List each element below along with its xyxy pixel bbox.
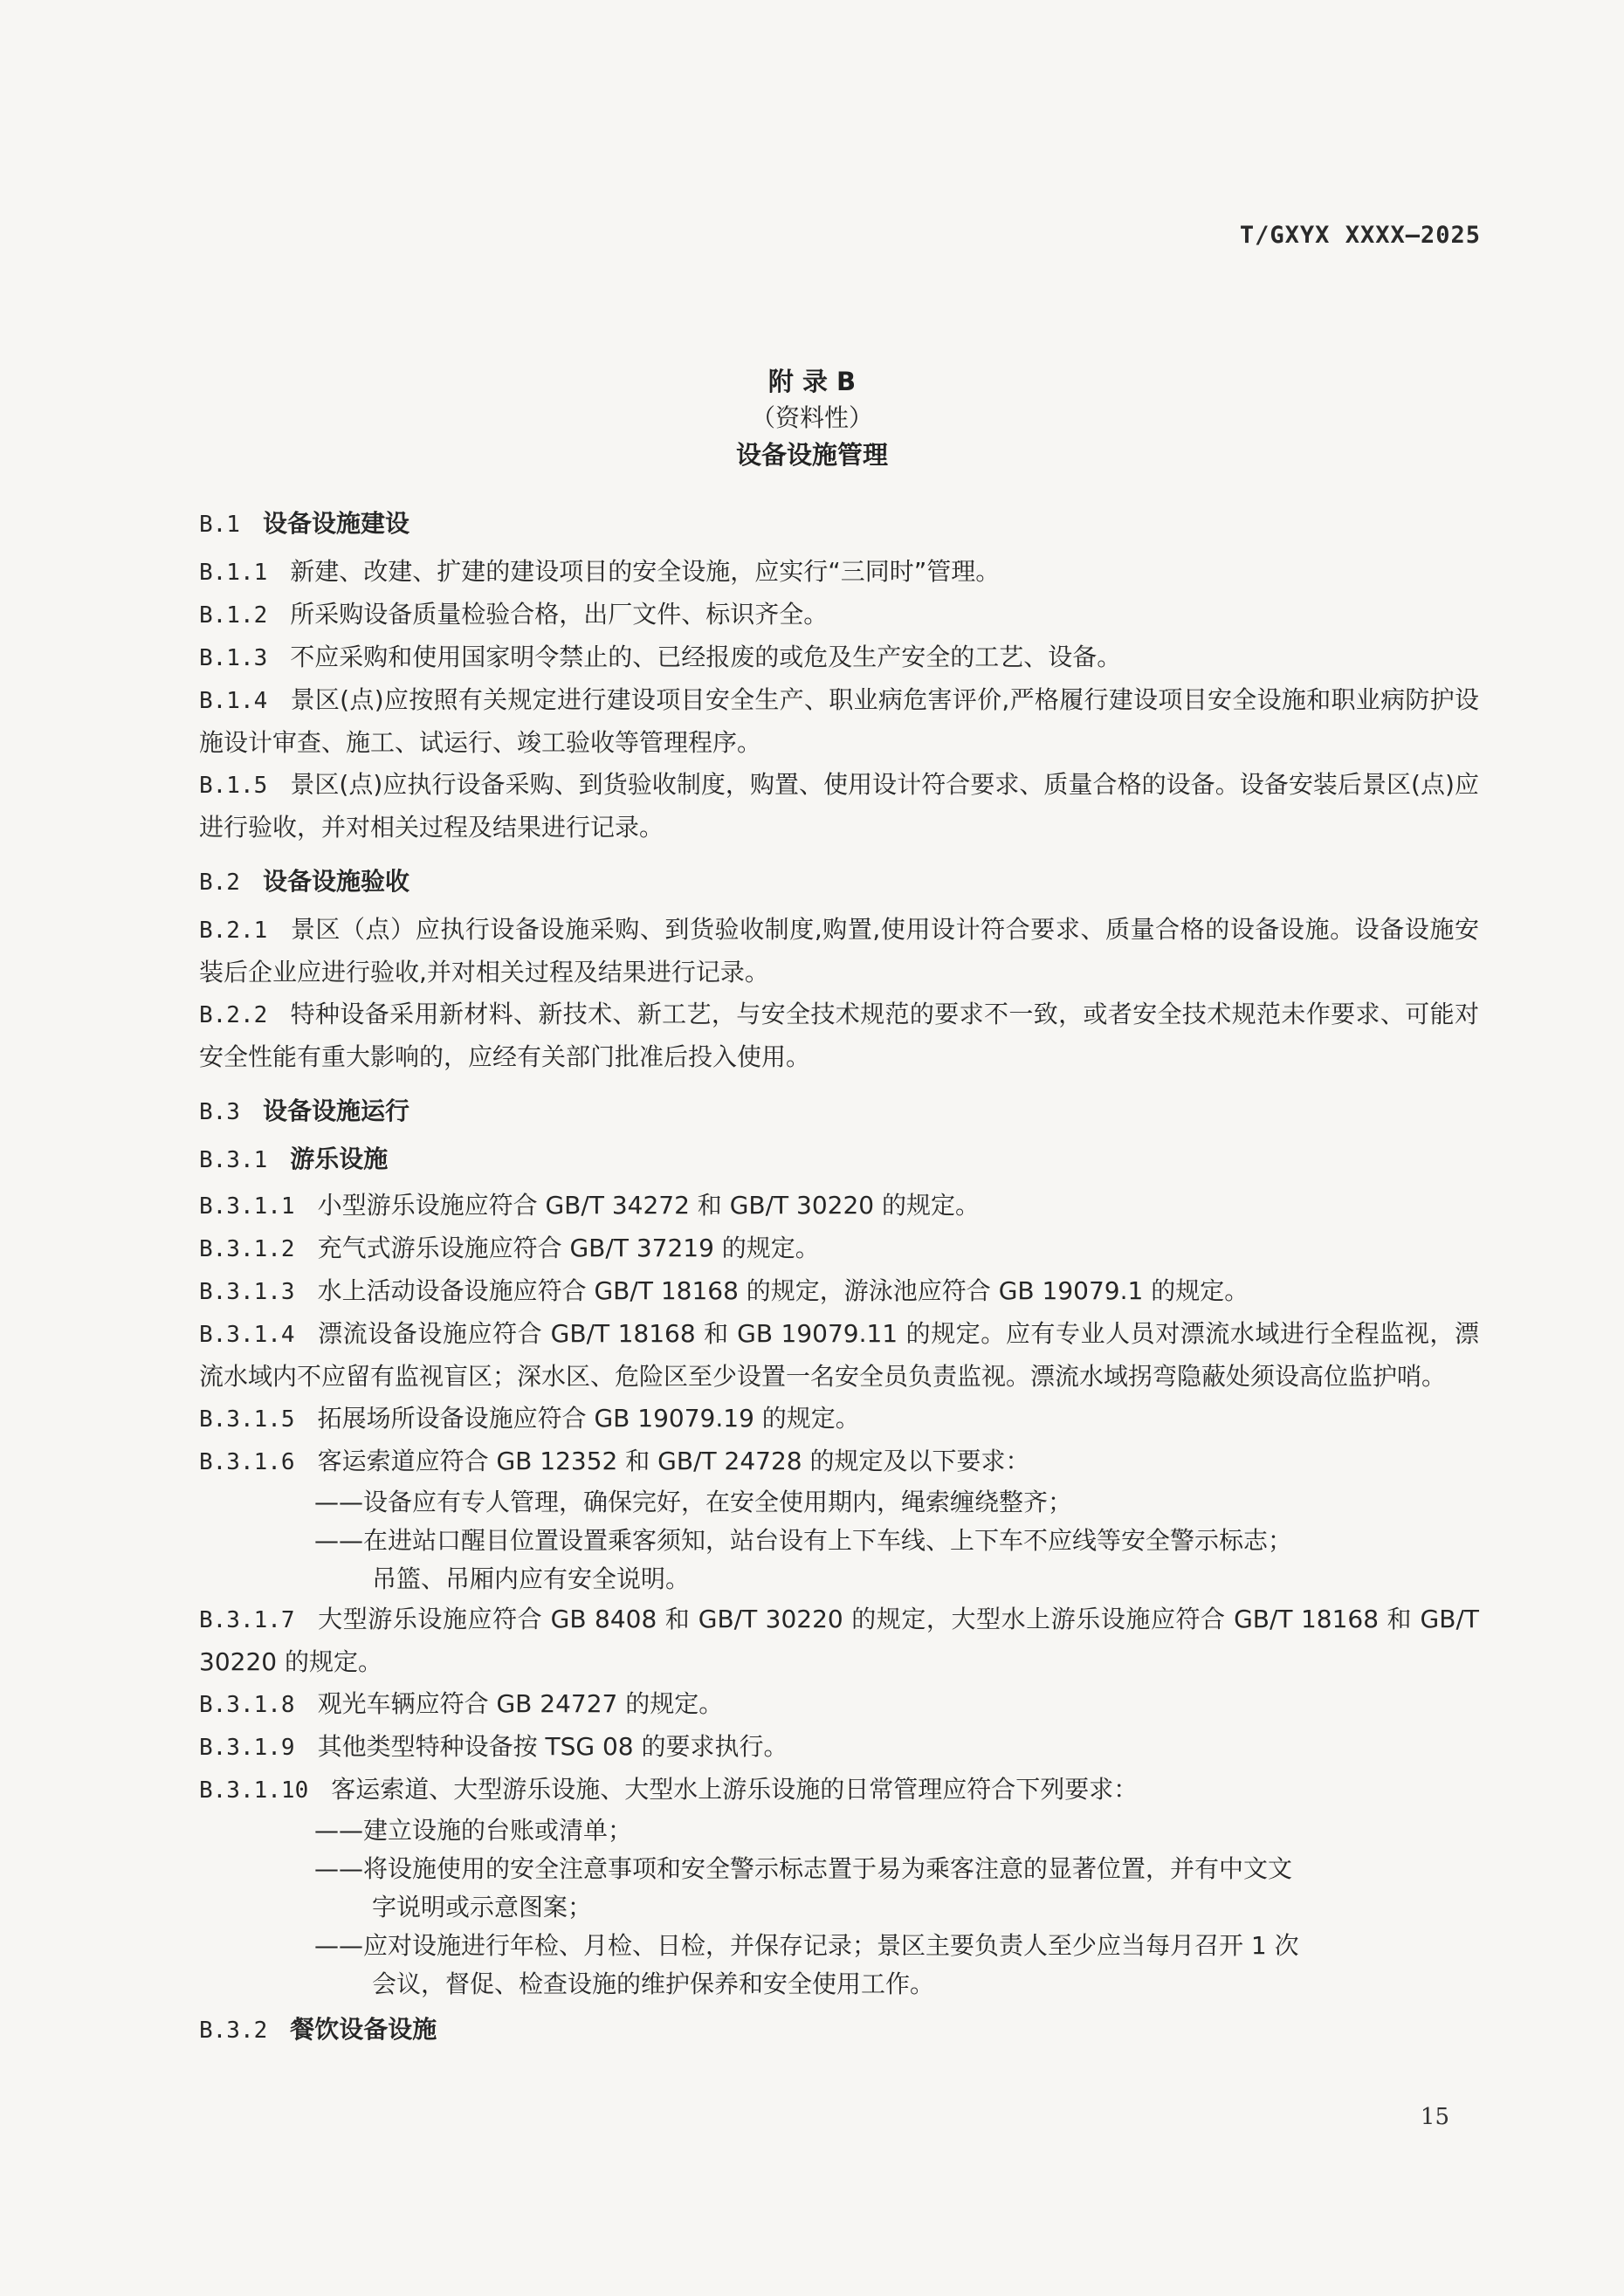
appendix-label: 附 录 B <box>767 367 857 396</box>
clause-number: B.3.1.7 <box>199 1607 295 1633</box>
dash-list-continuation: 字说明或示意图案； <box>372 1893 593 1921</box>
subsection-number: B.3.1 <box>199 1147 268 1173</box>
section-title: 设备设施建设 <box>262 509 409 538</box>
subsection-number: B.3.2 <box>199 2018 268 2044</box>
page-number: 15 <box>1420 2104 1449 2130</box>
clause-text: 充气式游乐设施应符合 GB/T 37219 的规定。 <box>317 1234 820 1262</box>
clause-number: B.3.1.2 <box>199 1236 295 1262</box>
dash-list-item <box>199 1927 1479 2004</box>
subsection-title: 餐饮设备设施 <box>290 2015 437 2044</box>
clause <box>199 1227 1479 1270</box>
clause-text: 水上活动设备设施应符合 GB/T 18168 的规定，游泳池应符合 GB 19079.1 的规定。 <box>317 1276 1249 1305</box>
clause-text: 景区(点)应按照有关规定进行建设项目安全生产、职业病危害评价,严格履行建设项目安全设施和职业病防护设施设计审查、施工、试运行、竣工验收等管理程序。 <box>199 685 1479 757</box>
clause <box>199 636 1479 679</box>
clause-text: 其他类型特种设备按 TSG 08 的要求执行。 <box>317 1732 788 1761</box>
clause-number: B.2.2 <box>199 1002 268 1028</box>
section-heading <box>199 503 1479 546</box>
clause-number: B.3.1.1 <box>199 1193 295 1220</box>
clause <box>199 1313 1479 1398</box>
clause-number: B.3.1.9 <box>199 1735 295 1761</box>
clause-number: B.3.1.5 <box>199 1406 295 1433</box>
clause <box>199 1598 1479 1683</box>
clause-text: 漂流设备设施应符合 GB/T 18168 和 GB 19079.11 的规定。应有专业人员对漂流水域进行全程监视，漂流水域内不应留有监视盲区；深水区、危险区至少设置一名安全员负责监视。漂流水域拐弯隐蔽处须设高位监护哨。 <box>199 1319 1479 1391</box>
dash-list-item: ——建立设施的台账或清单； <box>314 1816 633 1845</box>
section-heading <box>199 861 1479 904</box>
clause-number: B.1.3 <box>199 645 268 671</box>
dash-list-item <box>199 1850 1479 1927</box>
clause-number: B.3.1.10 <box>199 1777 309 1804</box>
subsection-heading <box>199 2009 1479 2052</box>
clause <box>199 594 1479 636</box>
clause-number: B.1.5 <box>199 773 268 799</box>
clause-number: B.1.1 <box>199 560 268 586</box>
clause-text: 客运索道、大型游乐设施、大型水上游乐设施的日常管理应符合下列要求： <box>331 1775 1139 1804</box>
dash-list-text: ——将设施使用的安全注意事项和安全警示标志置于易为乘客注意的显著位置，并有中文文 <box>314 1854 1293 1883</box>
clause <box>199 1769 1479 1811</box>
clause-text: 不应采购和使用国家明令禁止的、已经报废的或危及生产安全的工艺、设备。 <box>290 643 1122 671</box>
subsection-title: 游乐设施 <box>290 1145 389 1173</box>
clause <box>199 1270 1479 1313</box>
section-number: B.3 <box>199 1099 240 1125</box>
clause-text: 景区（点）应执行设备设施采购、到货验收制度,购置,使用设计符合要求、质量合格的设备设施。设备设施安装后企业应进行验收,并对相关过程及结果进行记录。 <box>199 915 1479 986</box>
clause <box>199 1683 1479 1726</box>
dash-list-continuation: 吊篮、吊厢内应有安全说明。 <box>372 1564 691 1593</box>
clause <box>199 551 1479 594</box>
clause <box>199 1185 1479 1227</box>
clause <box>199 679 1479 764</box>
clause-text: 客运索道应符合 GB 12352 和 GB/T 24728 的规定及以下要求： <box>317 1447 1030 1475</box>
clause <box>199 909 1479 993</box>
appendix-title-block <box>0 363 1624 473</box>
document-body <box>199 491 1479 2055</box>
section-heading <box>199 1090 1479 1133</box>
clause <box>199 993 1479 1078</box>
section-number: B.1 <box>199 512 240 538</box>
clause-number: B.2.1 <box>199 918 268 944</box>
clause-text: 所采购设备质量检验合格，出厂文件、标识齐全。 <box>290 600 829 629</box>
clause-text: 拓展场所设备设施应符合 GB 19079.19 的规定。 <box>317 1404 860 1433</box>
clause-number: B.3.1.4 <box>199 1322 295 1348</box>
appendix-name: 设备设施管理 <box>735 440 888 470</box>
clause <box>199 1440 1479 1483</box>
section-title: 设备设施验收 <box>262 867 409 896</box>
document-code: T/GXYX XXXX—2025 <box>1239 222 1481 249</box>
dash-list-text: ——应对设施进行年检、月检、日检，并保存记录；景区主要负责人至少应当每月召开 1 次 <box>314 1931 1299 1960</box>
appendix-type: （资料性） <box>750 403 873 432</box>
dash-list-continuation: 会议，督促、检查设施的维护保养和安全使用工作。 <box>372 1969 935 1998</box>
section-number: B.2 <box>199 870 240 896</box>
clause-text: 特种设备采用新材料、新技术、新工艺，与安全技术规范的要求不一致，或者安全技术规范未作要求、可能对安全性能有重大影响的，应经有关部门批准后投入使用。 <box>199 1000 1479 1071</box>
clause-text: 大型游乐设施应符合 GB 8408 和 GB/T 30220 的规定，大型水上游乐设施应符合 GB/T 18168 和 GB/T 30220 的规定。 <box>199 1605 1479 1676</box>
clause-number: B.3.1.3 <box>199 1279 295 1305</box>
clause-number: B.3.1.8 <box>199 1692 295 1718</box>
clause <box>199 1726 1479 1769</box>
clause-text: 景区(点)应执行设备采购、到货验收制度，购置、使用设计符合要求、质量合格的设备。设备安装后景区(点)应进行验收，并对相关过程及结果进行记录。 <box>199 770 1479 842</box>
dash-list-item: ——设备应有专人管理，确保完好，在安全使用期内，绳索缠绕整齐； <box>314 1488 1073 1516</box>
clause-text: 小型游乐设施应符合 GB/T 34272 和 GB/T 30220 的规定。 <box>317 1191 981 1220</box>
clause-number: B.3.1.6 <box>199 1449 295 1475</box>
clause-text: 新建、改建、扩建的建设项目的安全设施，应实行“三同时”管理。 <box>290 557 1001 586</box>
section-title: 设备设施运行 <box>262 1096 409 1125</box>
clause <box>199 764 1479 849</box>
subsection-heading <box>199 1138 1479 1181</box>
clause <box>199 1398 1479 1440</box>
dash-list-text: ——在进站口醒目位置设置乘客须知，站台设有上下车线、上下车不应线等安全警示标志； <box>314 1526 1293 1555</box>
dash-list-item <box>199 1522 1479 1598</box>
clause-number: B.1.2 <box>199 602 268 629</box>
clause-text: 观光车辆应符合 GB 24727 的规定。 <box>317 1689 724 1718</box>
clause-number: B.1.4 <box>199 688 268 714</box>
